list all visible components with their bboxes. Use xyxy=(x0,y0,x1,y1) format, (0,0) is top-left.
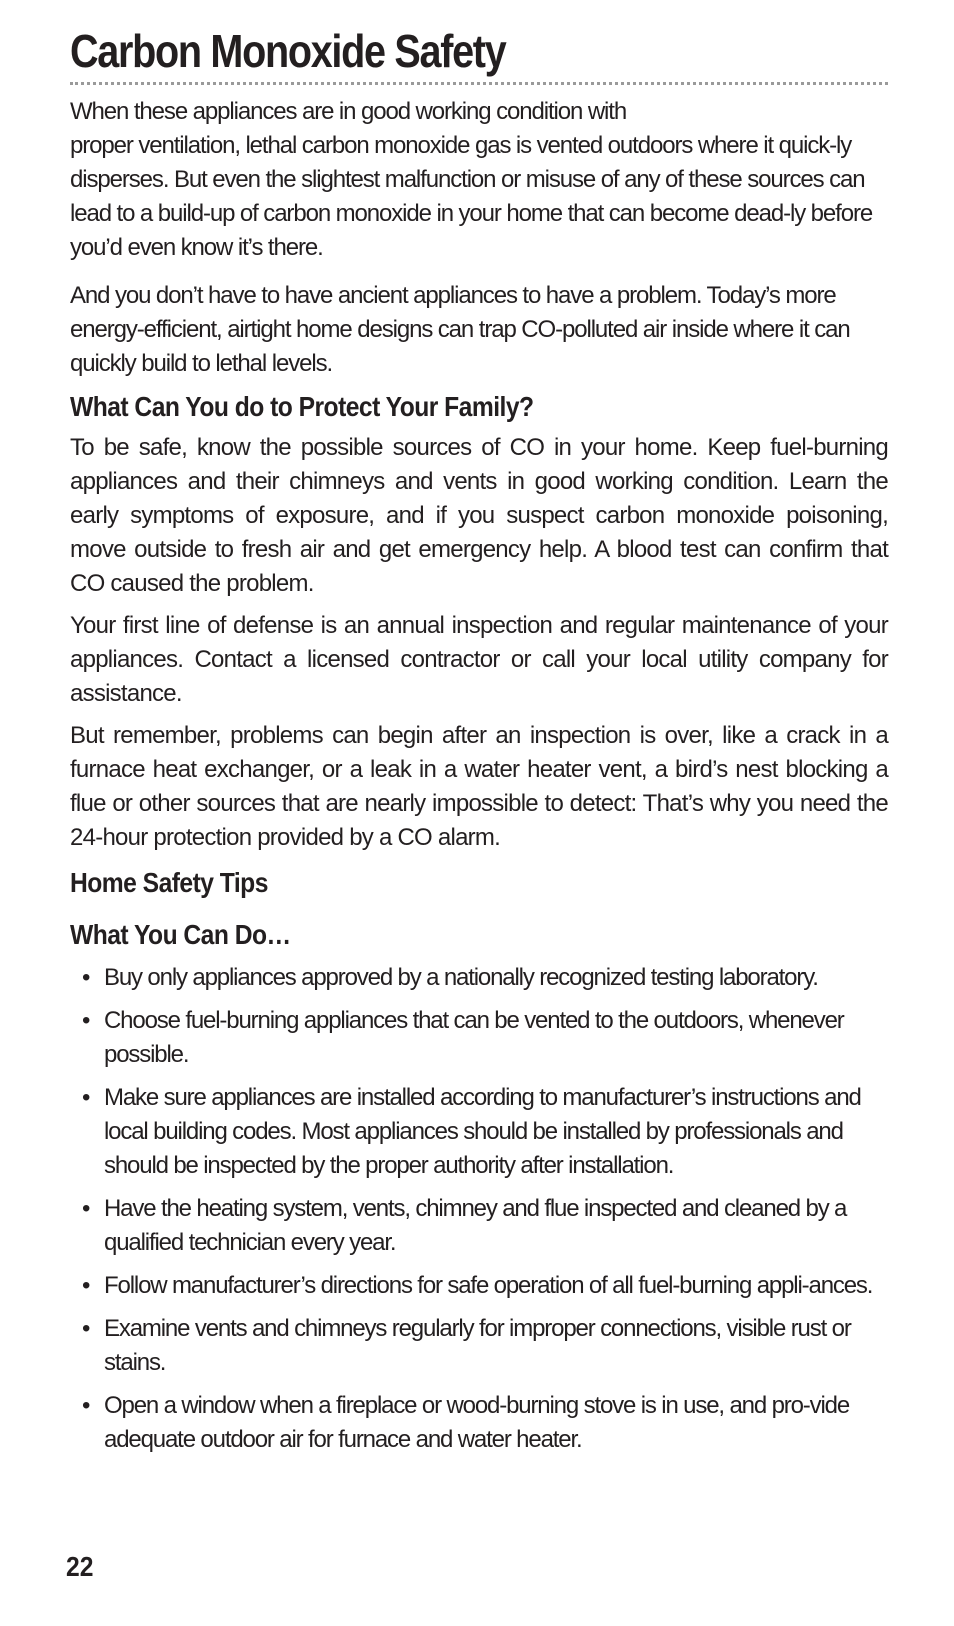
list-item xyxy=(70,1389,888,1457)
list-item xyxy=(70,1312,888,1380)
dotted-divider xyxy=(70,82,888,85)
list-item-text: Make sure appliances are installed according to manufacturer’s instructions and local building codes. Most appliances should be installed by professionals and should be inspected by the proper authority after installation. xyxy=(104,1084,861,1179)
bullet-icon: • xyxy=(82,1315,90,1342)
document-page xyxy=(70,24,888,1466)
bullet-icon: • xyxy=(82,1195,90,1222)
list-item-text: Examine vents and chimneys regularly for improper connections, visible rust or stains. xyxy=(104,1315,851,1376)
list-item xyxy=(70,1004,888,1072)
intro-paragraph-2: And you don’t have to have ancient appliances to have a problem. Today’s more energy-efficient, airtight home designs can trap CO-polluted air inside where it can quickly build to lethal levels. xyxy=(70,282,850,377)
protect-family-heading: What Can You do to Protect Your Family? xyxy=(70,391,534,422)
bullet-icon: • xyxy=(82,1084,90,1111)
protect-paragraph-1: To be safe, know the possible sources of CO in your home. Keep fuel-burning appliances and their chimneys and vents in good working condition. Learn the early symptoms of exposure, and if you suspect carbon monoxide poisoning, move outside to fresh air and get emergency help. A blood test can confirm that CO caused the problem. xyxy=(70,434,888,597)
protect-paragraph-2: Your first line of defense is an annual inspection and regular maintenance of your appliances. Contact a licensed contractor or call your local utility company for assistance. xyxy=(70,612,888,707)
bullet-icon: • xyxy=(82,1272,90,1299)
list-item-text: Follow manufacturer’s directions for safe operation of all fuel-burning appli-ances. xyxy=(104,1272,873,1299)
list-item xyxy=(70,1269,888,1303)
bullet-icon: • xyxy=(82,1392,90,1419)
bullet-icon: • xyxy=(82,964,90,991)
list-item xyxy=(70,1081,888,1183)
list-item-text: Choose fuel-burning appliances that can be vented to the outdoors, whenever possible. xyxy=(104,1007,844,1068)
list-item xyxy=(70,961,888,995)
safety-tips-list xyxy=(70,961,888,1457)
list-item-text: Open a window when a fireplace or wood-burning stove is in use, and pro-vide adequate outdoor air for furnace and water heater. xyxy=(104,1392,850,1453)
intro-paragraph-1-first-line: When these appliances are in good working condition with xyxy=(70,98,627,125)
page-title: Carbon Monoxide Safety xyxy=(70,25,506,77)
intro-paragraph-1-body: proper ventilation, lethal carbon monoxide gas is vented outdoors where it quick-ly disperses. But even the slightest malfunction or misuse of any of these sources can lead to a build-up of carbon monoxide in your home that can become dead-ly before you’d even know it’s there. xyxy=(70,132,873,261)
what-you-can-do-heading: What You Can Do… xyxy=(70,919,291,950)
home-safety-tips-heading: Home Safety Tips xyxy=(70,867,268,898)
list-item-text: Have the heating system, vents, chimney and flue inspected and cleaned by a qualified technician every year. xyxy=(104,1195,847,1256)
list-item xyxy=(70,1192,888,1260)
bullet-icon: • xyxy=(82,1007,90,1034)
list-item-text: Buy only appliances approved by a nationally recognized testing laboratory. xyxy=(104,964,818,991)
intro-paragraph-1 xyxy=(70,95,888,265)
page-number: 22 xyxy=(66,1551,94,1582)
protect-paragraph-3: But remember, problems can begin after an inspection is over, like a crack in a furnace heat exchanger, or a leak in a water heater vent, a bird’s nest blocking a flue or other sources that are nearly impossible to detect: That’s why you need the 24-hour protection provided by a CO alarm. xyxy=(70,722,888,851)
